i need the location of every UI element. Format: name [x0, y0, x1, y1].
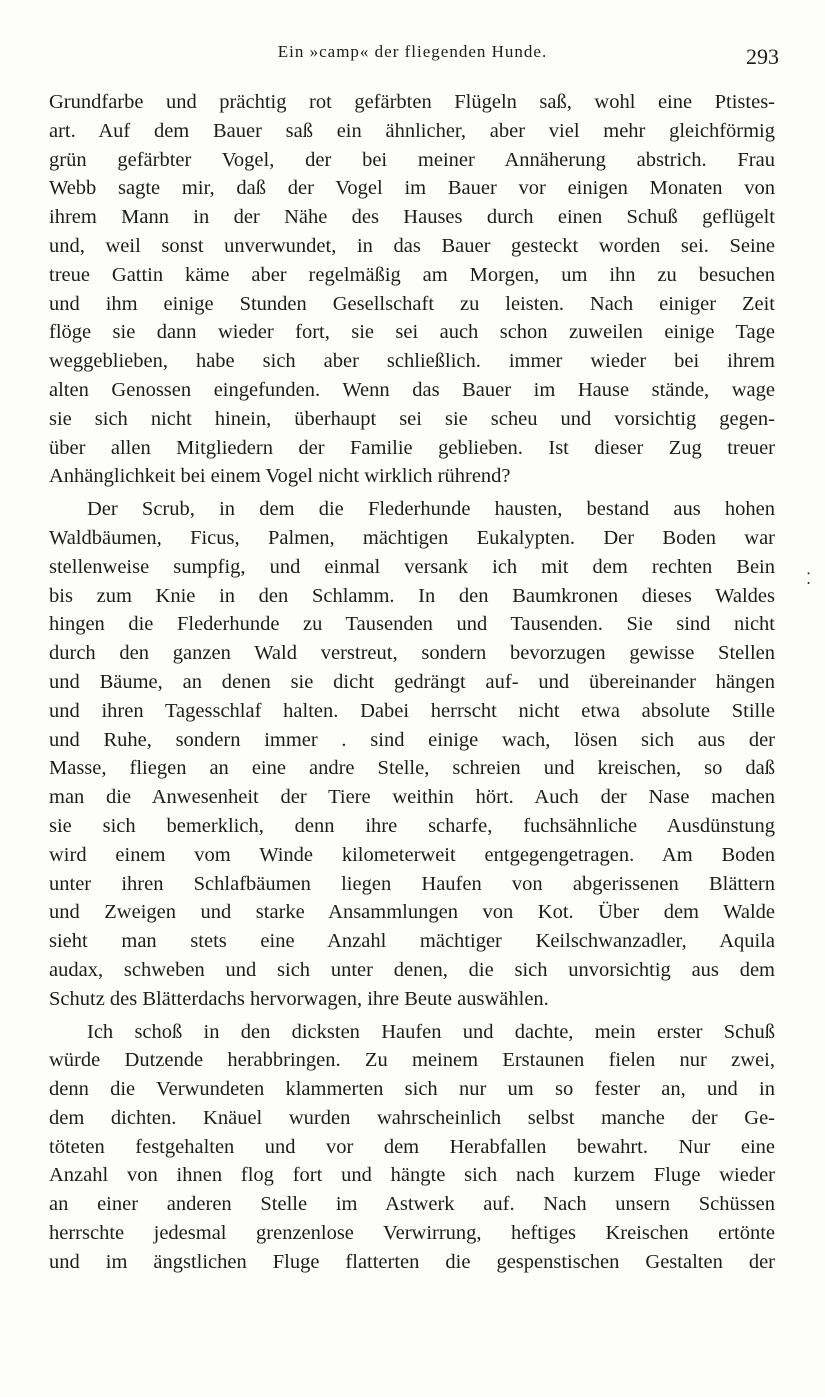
paragraph: [49, 495, 775, 1013]
running-title: Ein »camp« der fliegenden Hunde.: [277, 42, 548, 61]
text-line: und im ängstlichen Fluge flatterten die gespenstischen Gestalten der: [49, 1250, 775, 1273]
text-line: art. Auf dem Bauer saß ein ähnlicher, aber viel mehr gleichförmig: [49, 119, 775, 142]
text-line: hingen die Flederhunde zu Tausenden und Tausenden. Sie sind nicht: [49, 613, 775, 636]
text-line: töteten festgehalten und vor dem Herabfallen bewahrt. Nur eine: [49, 1135, 775, 1158]
text-line: Webb sagte mir, daß der Vogel im Bauer vor einigen Monaten von: [49, 177, 775, 200]
text-line: Anhänglichkeit bei einem Vogel nicht wirklich rührend?: [49, 465, 511, 488]
text-line: alten Genossen eingefunden. Wenn das Bauer im Hause stände, wage: [49, 378, 775, 401]
text-line: und, weil sonst unverwundet, in das Bauer gesteckt worden sei. Seine: [49, 234, 775, 257]
text-line: und ihren Tagesschlaf halten. Dabei herrscht nicht etwa absolute Stille: [49, 699, 775, 722]
text-line: unter ihren Schlafbäumen liegen Haufen von abgerissenen Blättern: [49, 872, 775, 895]
text-line: herrschte jedesmal grenzenlose Verwirrung, heftiges Kreischen ertönte: [49, 1222, 775, 1245]
text-line: durch den ganzen Wald verstreut, sondern bevorzugen gewisse Stellen: [49, 642, 775, 665]
text-line: dem dichten. Knäuel wurden wahrscheinlich selbst manche der Ge-: [49, 1106, 775, 1129]
text-line: wird einem vom Winde kilometerweit entgegengetragen. Am Boden: [49, 843, 775, 866]
page-number: 293: [746, 44, 779, 69]
text-line: Masse, fliegen an eine andre Stelle, schreien und kreischen, so daß: [49, 757, 775, 780]
text-line: sie sich bemerklich, denn ihre scharfe, fuchsähnliche Ausdünstung: [49, 814, 775, 837]
text-line: Anzahl von ihnen flog fort und hängte sich nach kurzem Fluge wieder: [49, 1164, 775, 1187]
text-line: Der Scrub, in dem die Flederhunde hausten, bestand aus hohen: [87, 498, 775, 521]
text-line: und ihm einige Stunden Gesellschaft zu leisten. Nach einiger Zeit: [49, 292, 775, 315]
body-text: [49, 88, 775, 1277]
text-line: Grundfarbe und prächtig rot gefärbten Flügeln saß, wohl eine Ptistes-: [49, 91, 775, 113]
text-line: und Zweigen und starke Ansammlungen von Kot. Über dem Walde: [49, 901, 775, 924]
text-line: sie sich nicht hinein, überhaupt sei sie scheu und vorsichtig gegen-: [49, 407, 775, 430]
text-line: ihrem Mann in der Nähe des Hauses durch einen Schuß geflügelt: [49, 206, 775, 229]
margin-mark: ⁚: [806, 571, 812, 588]
text-line: bis zum Knie in den Schlamm. In den Baumkronen dieses Waldes: [49, 584, 775, 607]
text-line: über allen Mitgliedern der Familie geblieben. Ist dieser Zug treuer: [49, 436, 775, 459]
paragraph: [49, 88, 775, 491]
text-line: sieht man stets eine Anzahl mächtiger Keilschwanzadler, Aquila: [49, 930, 775, 953]
text-line: und Ruhe, sondern immer . sind einige wach, lösen sich aus der: [49, 728, 775, 751]
text-line: Ich schoß in den dicksten Haufen und dachte, mein erster Schuß: [87, 1020, 775, 1043]
text-line: flöge sie dann wieder fort, sie sei auch schon zuweilen einige Tage: [49, 321, 775, 344]
page-header: [0, 38, 825, 68]
text-line: grün gefärbter Vogel, der bei meiner Annäherung abstrich. Frau: [49, 148, 775, 171]
text-line: treue Gattin käme aber regelmäßig am Morgen, um ihn zu besuchen: [49, 263, 775, 286]
text-line: man die Anwesenheit der Tiere weithin hört. Auch der Nase machen: [49, 786, 775, 809]
text-line: würde Dutzende herabbringen. Zu meinem Erstaunen fielen nur zwei,: [49, 1049, 775, 1072]
text-line: stellenweise sumpfig, und einmal versank ich mit dem rechten Bein: [49, 555, 775, 578]
paragraph: [49, 1018, 775, 1277]
text-line: denn die Verwundeten klammerten sich nur um so fester an, und in: [49, 1078, 775, 1101]
text-line: Waldbäumen, Ficus, Palmen, mächtigen Eukalypten. Der Boden war: [49, 526, 775, 549]
text-line: weggeblieben, habe sich aber schließlich. immer wieder bei ihrem: [49, 350, 775, 373]
text-line: und Bäume, an denen sie dicht gedrängt auf- und übereinander hängen: [49, 670, 775, 693]
text-line: Schutz des Blätterdachs hervorwagen, ihre Beute auswählen.: [49, 987, 549, 1010]
text-line: audax, schweben und sich unter denen, die sich unvorsichtig aus dem: [49, 958, 775, 981]
text-line: an einer anderen Stelle im Astwerk auf. Nach unsern Schüssen: [49, 1193, 775, 1216]
